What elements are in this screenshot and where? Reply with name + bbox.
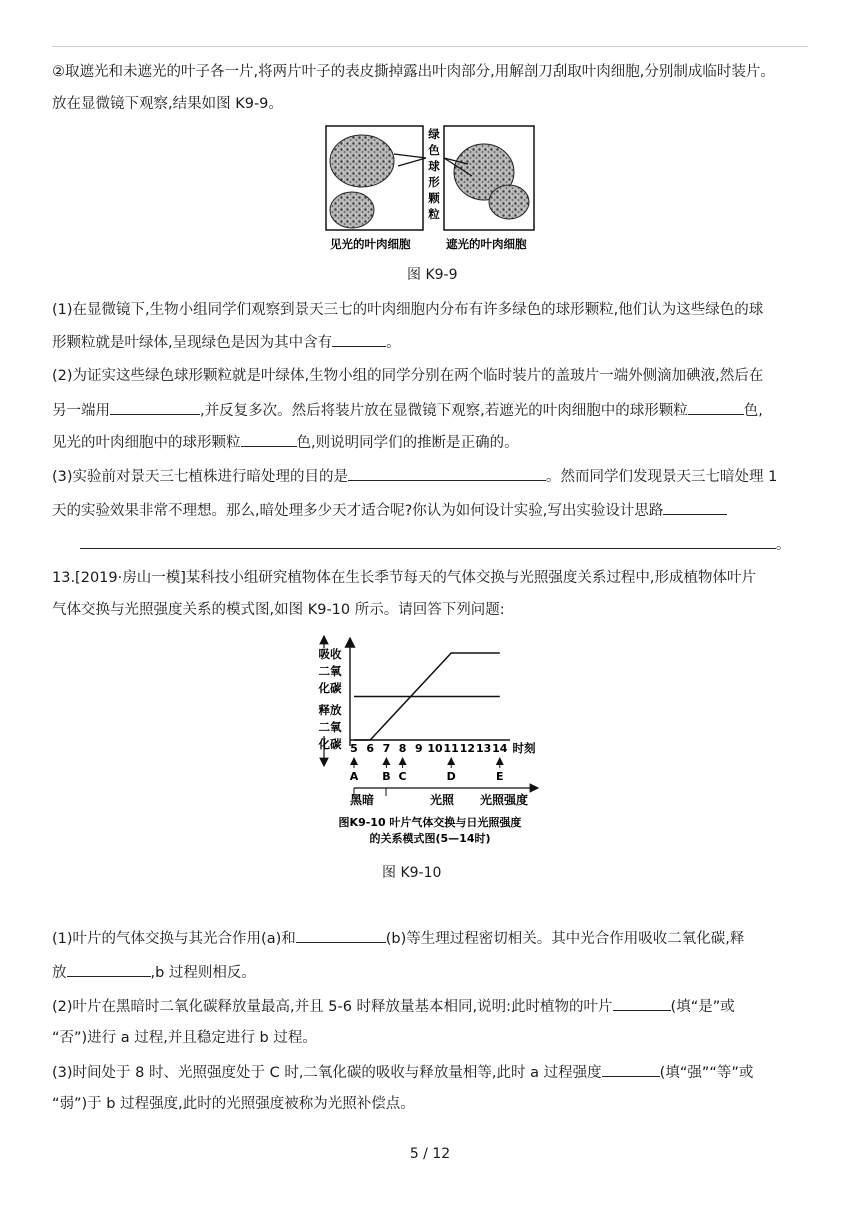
- answer-blank[interactable]: [296, 928, 386, 943]
- chart-caption-line2: 的关系模式图(5—14时): [369, 832, 491, 845]
- q12-p2-line3: 见光的叶肉细胞中的球形颗粒 色,则说明同学们的推断是正确的。: [52, 432, 812, 453]
- q12-p3-line1: (3)实验前对景天三七植株进行暗处理的目的是 。然而同学们发现景天三七暗处理 1: [52, 466, 812, 487]
- figure-k9-9-caption: 图 K9-9: [407, 267, 458, 283]
- marker-label: B: [382, 770, 391, 783]
- marker-label: C: [398, 770, 407, 783]
- q12-p1-line1: (1)在显微镜下,生物小组同学们观察到景天三七的叶肉细胞内分布有许多绿色的球形颗粒,他们认为这些绿色的球: [52, 302, 764, 318]
- chart-caption-line1: 图K9-10 叶片气体交换与日光照强度: [338, 816, 522, 829]
- q13-line1: 13.[2019·房山一模]某科技小组研究植物体在生长季节每天的气体交换与光照强度关系过程中,形成植物体叶片: [52, 570, 756, 586]
- pointer-label: 绿色球形颗粒: [428, 127, 440, 221]
- answer-blank[interactable]: [110, 400, 200, 415]
- answer-blank[interactable]: [67, 962, 151, 977]
- left-cell-label: 见光的叶肉细胞: [330, 237, 411, 251]
- answer-blank[interactable]: [348, 466, 546, 481]
- right-cell-2: [489, 185, 529, 219]
- left-cell-2: [330, 192, 374, 228]
- step2-line1: ②取遮光和未遮光的叶子各一片,将两片叶子的表皮撕掉露出叶肉部分,用解剖刀刮取叶肉细胞,分别制成临时装片。: [52, 64, 775, 80]
- q12-p2-line2: 另一端用 ,并反复多次。然后将装片放在显微镜下观察,若遮光的叶肉细胞中的球形颗粒 色,: [52, 400, 812, 421]
- q13-p1-line2: 放 ,b 过程则相反。: [52, 962, 812, 983]
- step2-line2: 放在显微镜下观察,结果如图 K9-9。: [52, 96, 283, 112]
- q12-p2-line1: (2)为证实这些绿色球形颗粒就是叶绿体,生物小组的同学分别在两个临时装片的盖玻片一端外侧滴加碘液,然后在: [52, 368, 764, 384]
- y-label-top: 吸收二氧化碳: [318, 647, 342, 695]
- figure-k9-10-chart: [300, 628, 560, 856]
- x-tick-label: 11: [443, 742, 459, 755]
- q12-p1-line2: 形颗粒就是叶绿体,呈现绿色是因为其中含有 。: [52, 332, 812, 353]
- answer-blank[interactable]: [602, 1062, 660, 1077]
- x-axis-label: 时刻: [512, 741, 536, 755]
- q12-p3-line3: 。: [80, 534, 840, 555]
- q13-p1-line1: (1)叶片的气体交换与其光合作用(a)和 (b)等生理过程密切相关。其中光合作用吸收二氧化碳,释: [52, 928, 812, 949]
- figure-k9-9: [322, 124, 538, 256]
- bottom-label: 光照: [429, 793, 455, 807]
- right-cell-label: 遮光的叶肉细胞: [446, 237, 527, 251]
- bottom-label: 黑暗: [349, 793, 375, 807]
- q13-p2-line2: “否”)进行 a 过程,并且稳定进行 b 过程。: [52, 1030, 317, 1046]
- left-cell-1: [330, 135, 394, 187]
- answer-blank[interactable]: [241, 432, 297, 447]
- marker-label: A: [349, 770, 359, 783]
- answer-blank[interactable]: [613, 996, 671, 1011]
- answer-blank[interactable]: [688, 400, 744, 415]
- x-tick-label: 14: [492, 742, 508, 755]
- marker-label: E: [496, 770, 504, 783]
- x-tick-label: 13: [475, 742, 492, 755]
- q13-line2: 气体交换与光照强度关系的模式图,如图 K9-10 所示。请回答下列问题:: [52, 602, 505, 618]
- q13-p3-line1: (3)时间处于 8 时、光照强度处于 C 时,二氧化碳的吸收与释放量相等,此时 a 过程强度 (填“强”“等”或: [52, 1062, 812, 1083]
- x-tick-label: 5: [350, 742, 358, 755]
- figure-k9-10-caption: 图 K9-10: [382, 865, 442, 881]
- y-label-bottom: 释放二氧化碳: [318, 703, 342, 751]
- q13-p3-line2: “弱”)于 b 过程强度,此时的光照强度被称为光照补偿点。: [52, 1096, 415, 1112]
- x-tick-label: 8: [398, 742, 407, 755]
- bottom-label: 光照强度: [479, 793, 529, 807]
- answer-blank[interactable]: [80, 534, 776, 549]
- q12-p3-line2: 天的实验效果非常不理想。那么,暗处理多少天才适合呢?你认为如何设计实验,写出实验设计思路: [52, 500, 812, 521]
- header-rule: [52, 46, 808, 47]
- marker-label: D: [446, 770, 456, 783]
- x-tick-label: 6: [366, 742, 375, 755]
- x-tick-label: 12: [459, 742, 476, 755]
- answer-blank[interactable]: [332, 332, 386, 347]
- q13-p2-line1: (2)叶片在黑暗时二氧化碳释放量最高,并且 5-6 时释放量基本相同,说明:此时植物的叶片 (填“是”或: [52, 996, 812, 1017]
- page-number: 5 / 12: [409, 1146, 451, 1162]
- x-tick-label: 9: [414, 742, 423, 755]
- answer-blank[interactable]: [663, 500, 727, 515]
- x-tick-label: 7: [382, 742, 391, 755]
- x-tick-label: 10: [427, 742, 443, 755]
